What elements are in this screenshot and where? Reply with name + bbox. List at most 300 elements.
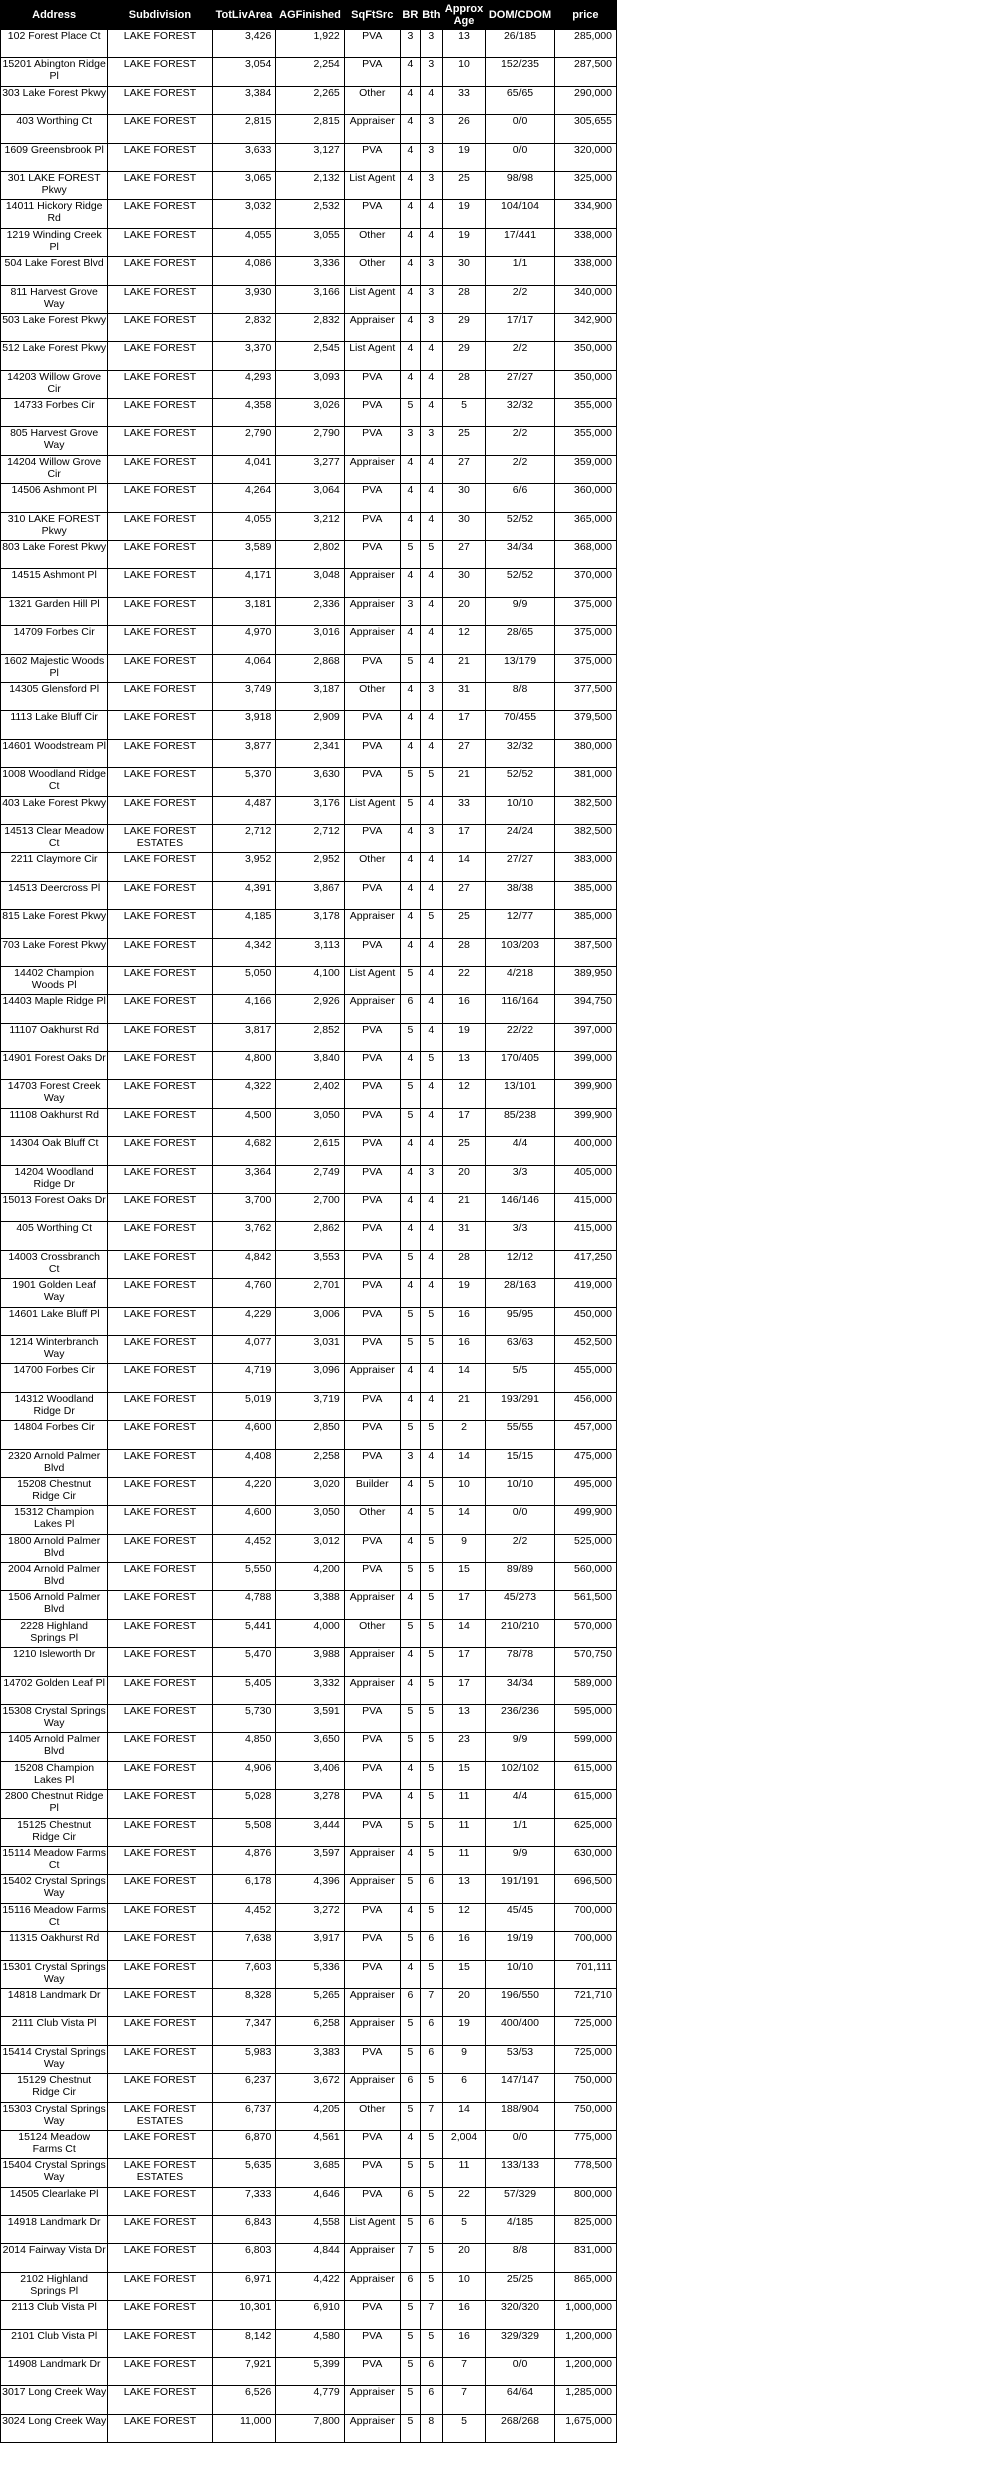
cell-totlivarea: 5,028 <box>212 1790 276 1818</box>
cell-agfinished: 4,000 <box>276 1619 344 1647</box>
cell-br: 5 <box>400 2414 420 2442</box>
cell-address: 14818 Landmark Dr <box>1 1988 108 2016</box>
cell-approx-age: 30 <box>442 512 486 540</box>
cell-price: 570,000 <box>554 1619 616 1647</box>
cell-sqftsrc: PVA <box>344 1932 400 1960</box>
cell-sqftsrc: PVA <box>344 541 400 569</box>
cell-subdivision: LAKE FOREST <box>108 30 212 58</box>
table-row <box>1 626 617 654</box>
table-row <box>1 1591 617 1619</box>
cell-bth: 5 <box>420 541 442 569</box>
cell-approx-age: 17 <box>442 1648 486 1676</box>
cell-subdivision: LAKE FOREST <box>108 1392 212 1420</box>
cell-subdivision: LAKE FOREST <box>108 1960 212 1988</box>
cell-totlivarea: 5,441 <box>212 1619 276 1647</box>
cell-address: 14901 Forest Oaks Dr <box>1 1052 108 1080</box>
table-row <box>1 370 617 398</box>
cell-sqftsrc: PVA <box>344 399 400 427</box>
cell-sqftsrc: PVA <box>344 2358 400 2386</box>
cell-bth: 4 <box>420 200 442 228</box>
header-row <box>1 1 617 30</box>
cell-subdivision: LAKE FOREST <box>108 1250 212 1278</box>
cell-br: 4 <box>400 853 420 881</box>
cell-price: 399,900 <box>554 1108 616 1136</box>
cell-price: 381,000 <box>554 768 616 796</box>
cell-subdivision: LAKE FOREST <box>108 1108 212 1136</box>
cell-sqftsrc: PVA <box>344 824 400 852</box>
cell-address: 3024 Long Creek Way <box>1 2414 108 2442</box>
cell-approx-age: 14 <box>442 2102 486 2130</box>
cell-totlivarea: 4,229 <box>212 1307 276 1335</box>
cell-sqftsrc: PVA <box>344 1563 400 1591</box>
cell-address: 11108 Oakhurst Rd <box>1 1108 108 1136</box>
cell-price: 800,000 <box>554 2187 616 2215</box>
cell-address: 2111 Club Vista Pl <box>1 2017 108 2045</box>
cell-agfinished: 3,026 <box>276 399 344 427</box>
cell-dom-cdom: 4/185 <box>486 2216 554 2244</box>
cell-dom-cdom: 152/235 <box>486 58 554 86</box>
cell-bth: 4 <box>420 370 442 398</box>
table-row <box>1 654 617 682</box>
cell-approx-age: 5 <box>442 399 486 427</box>
cell-address: 14402 Champion Woods Pl <box>1 966 108 994</box>
cell-price: 399,000 <box>554 1052 616 1080</box>
cell-dom-cdom: 0/0 <box>486 143 554 171</box>
cell-dom-cdom: 45/273 <box>486 1591 554 1619</box>
cell-agfinished: 3,187 <box>276 682 344 710</box>
table-row <box>1 853 617 881</box>
cell-subdivision: LAKE FOREST <box>108 115 212 143</box>
cell-price: 320,000 <box>554 143 616 171</box>
cell-price: 615,000 <box>554 1790 616 1818</box>
cell-dom-cdom: 2/2 <box>486 342 554 370</box>
table-row <box>1 2358 617 2386</box>
cell-sqftsrc: PVA <box>344 1449 400 1477</box>
cell-totlivarea: 3,817 <box>212 1023 276 1051</box>
cell-sqftsrc: Appraiser <box>344 2074 400 2102</box>
table-row <box>1 1818 617 1846</box>
cell-agfinished: 3,050 <box>276 1108 344 1136</box>
cell-br: 5 <box>400 1818 420 1846</box>
cell-totlivarea: 3,700 <box>212 1194 276 1222</box>
table-row <box>1 1761 617 1789</box>
cell-price: 1,200,000 <box>554 2358 616 2386</box>
cell-bth: 4 <box>420 86 442 114</box>
cell-agfinished: 2,258 <box>276 1449 344 1477</box>
cell-address: 14312 Woodland Ridge Dr <box>1 1392 108 1420</box>
cell-agfinished: 3,096 <box>276 1364 344 1392</box>
cell-totlivarea: 3,952 <box>212 853 276 881</box>
cell-approx-age: 16 <box>442 2329 486 2357</box>
col-header-sqftsrc: SqFtSrc <box>344 1 400 30</box>
cell-dom-cdom: 8/8 <box>486 682 554 710</box>
cell-price: 360,000 <box>554 484 616 512</box>
cell-dom-cdom: 12/77 <box>486 910 554 938</box>
cell-address: 14003 Crossbranch Ct <box>1 1250 108 1278</box>
cell-dom-cdom: 24/24 <box>486 824 554 852</box>
cell-br: 4 <box>400 1591 420 1619</box>
cell-bth: 3 <box>420 115 442 143</box>
cell-subdivision: LAKE FOREST <box>108 541 212 569</box>
table-row <box>1 399 617 427</box>
cell-subdivision: LAKE FOREST <box>108 853 212 881</box>
cell-approx-age: 25 <box>442 427 486 455</box>
cell-approx-age: 26 <box>442 115 486 143</box>
cell-br: 5 <box>400 1619 420 1647</box>
table-row <box>1 512 617 540</box>
cell-price: 350,000 <box>554 370 616 398</box>
cell-address: 1214 Winterbranch Way <box>1 1335 108 1363</box>
cell-price: 382,500 <box>554 824 616 852</box>
cell-sqftsrc: PVA <box>344 200 400 228</box>
cell-address: 14403 Maple Ridge Pl <box>1 995 108 1023</box>
cell-subdivision: LAKE FOREST <box>108 2301 212 2329</box>
cell-bth: 5 <box>420 2329 442 2357</box>
cell-br: 4 <box>400 370 420 398</box>
cell-price: 415,000 <box>554 1222 616 1250</box>
cell-agfinished: 3,050 <box>276 1506 344 1534</box>
cell-sqftsrc: PVA <box>344 1421 400 1449</box>
cell-agfinished: 3,055 <box>276 228 344 256</box>
cell-subdivision: LAKE FOREST <box>108 1307 212 1335</box>
cell-price: 340,000 <box>554 285 616 313</box>
cell-subdivision: LAKE FOREST <box>108 2244 212 2272</box>
cell-approx-age: 10 <box>442 1477 486 1505</box>
cell-bth: 5 <box>420 2244 442 2272</box>
cell-subdivision: LAKE FOREST <box>108 796 212 824</box>
cell-address: 14601 Woodstream Pl <box>1 739 108 767</box>
cell-address: 403 Lake Forest Pkwy <box>1 796 108 824</box>
cell-price: 305,655 <box>554 115 616 143</box>
cell-bth: 5 <box>420 1648 442 1676</box>
cell-agfinished: 3,064 <box>276 484 344 512</box>
cell-dom-cdom: 8/8 <box>486 2244 554 2272</box>
table-row <box>1 2017 617 2045</box>
cell-agfinished: 2,336 <box>276 597 344 625</box>
cell-price: 365,000 <box>554 512 616 540</box>
col-header-bth: Bth <box>420 1 442 30</box>
cell-totlivarea: 4,487 <box>212 796 276 824</box>
cell-bth: 5 <box>420 1903 442 1931</box>
cell-br: 5 <box>400 1250 420 1278</box>
cell-price: 385,000 <box>554 881 616 909</box>
cell-dom-cdom: 64/64 <box>486 2386 554 2414</box>
cell-approx-age: 17 <box>442 1676 486 1704</box>
cell-dom-cdom: 0/0 <box>486 115 554 143</box>
cell-totlivarea: 2,815 <box>212 115 276 143</box>
cell-br: 4 <box>400 1534 420 1562</box>
cell-totlivarea: 5,635 <box>212 2159 276 2187</box>
cell-dom-cdom: 52/52 <box>486 569 554 597</box>
cell-price: 615,000 <box>554 1761 616 1789</box>
cell-agfinished: 6,910 <box>276 2301 344 2329</box>
cell-agfinished: 2,749 <box>276 1165 344 1193</box>
cell-address: 310 LAKE FOREST Pkwy <box>1 512 108 540</box>
cell-bth: 3 <box>420 1165 442 1193</box>
cell-sqftsrc: PVA <box>344 768 400 796</box>
cell-price: 375,000 <box>554 626 616 654</box>
cell-dom-cdom: 320/320 <box>486 2301 554 2329</box>
cell-address: 14304 Oak Bluff Ct <box>1 1137 108 1165</box>
cell-bth: 5 <box>420 2187 442 2215</box>
cell-agfinished: 3,166 <box>276 285 344 313</box>
cell-subdivision: LAKE FOREST <box>108 2358 212 2386</box>
table-row <box>1 2301 617 2329</box>
cell-br: 5 <box>400 2017 420 2045</box>
cell-price: 370,000 <box>554 569 616 597</box>
cell-approx-age: 31 <box>442 682 486 710</box>
cell-totlivarea: 11,000 <box>212 2414 276 2442</box>
cell-agfinished: 3,383 <box>276 2045 344 2073</box>
cell-approx-age: 25 <box>442 171 486 199</box>
cell-totlivarea: 3,181 <box>212 597 276 625</box>
table-row <box>1 739 617 767</box>
cell-agfinished: 3,597 <box>276 1847 344 1875</box>
cell-dom-cdom: 53/53 <box>486 2045 554 2073</box>
cell-sqftsrc: PVA <box>344 881 400 909</box>
cell-sqftsrc: PVA <box>344 654 400 682</box>
cell-address: 14305 Glensford Pl <box>1 682 108 710</box>
cell-br: 4 <box>400 1847 420 1875</box>
cell-bth: 5 <box>420 2074 442 2102</box>
cell-subdivision: LAKE FOREST <box>108 1023 212 1051</box>
table-row <box>1 597 617 625</box>
cell-br: 4 <box>400 484 420 512</box>
cell-price: 561,500 <box>554 1591 616 1619</box>
cell-dom-cdom: 2/2 <box>486 1534 554 1562</box>
table-row <box>1 228 617 256</box>
cell-br: 5 <box>400 2329 420 2357</box>
cell-price: 778,500 <box>554 2159 616 2187</box>
cell-bth: 4 <box>420 966 442 994</box>
cell-address: 301 LAKE FOREST Pkwy <box>1 171 108 199</box>
table-row <box>1 2329 617 2357</box>
cell-bth: 5 <box>420 1847 442 1875</box>
cell-bth: 5 <box>420 1960 442 1988</box>
cell-price: 625,000 <box>554 1818 616 1846</box>
cell-agfinished: 2,700 <box>276 1194 344 1222</box>
cell-subdivision: LAKE FOREST <box>108 342 212 370</box>
cell-bth: 3 <box>420 824 442 852</box>
cell-address: 14203 Willow Grove Cir <box>1 370 108 398</box>
cell-dom-cdom: 0/0 <box>486 2130 554 2158</box>
cell-subdivision: LAKE FOREST <box>108 1421 212 1449</box>
cell-br: 4 <box>400 512 420 540</box>
cell-address: 815 Lake Forest Pkwy <box>1 910 108 938</box>
cell-address: 15125 Chestnut Ridge Cir <box>1 1818 108 1846</box>
cell-sqftsrc: PVA <box>344 1534 400 1562</box>
cell-bth: 4 <box>420 1108 442 1136</box>
cell-sqftsrc: PVA <box>344 512 400 540</box>
cell-agfinished: 3,917 <box>276 1932 344 1960</box>
cell-sqftsrc: PVA <box>344 1165 400 1193</box>
cell-agfinished: 4,561 <box>276 2130 344 2158</box>
cell-br: 5 <box>400 1932 420 1960</box>
cell-approx-age: 11 <box>442 1790 486 1818</box>
cell-totlivarea: 3,877 <box>212 739 276 767</box>
cell-agfinished: 2,926 <box>276 995 344 1023</box>
cell-subdivision: LAKE FOREST <box>108 1137 212 1165</box>
cell-bth: 5 <box>420 2272 442 2300</box>
cell-subdivision: LAKE FOREST <box>108 1534 212 1562</box>
cell-approx-age: 17 <box>442 1591 486 1619</box>
cell-dom-cdom: 45/45 <box>486 1903 554 1931</box>
col-header-approx-age: Approx Age <box>442 1 486 30</box>
cell-br: 4 <box>400 1279 420 1307</box>
cell-totlivarea: 7,921 <box>212 2358 276 2386</box>
cell-address: 1405 Arnold Palmer Blvd <box>1 1733 108 1761</box>
cell-totlivarea: 8,142 <box>212 2329 276 2357</box>
cell-bth: 6 <box>420 2386 442 2414</box>
cell-br: 4 <box>400 1506 420 1534</box>
cell-address: 303 Lake Forest Pkwy <box>1 86 108 114</box>
cell-address: 15414 Crystal Springs Way <box>1 2045 108 2073</box>
cell-br: 5 <box>400 1421 420 1449</box>
cell-approx-age: 29 <box>442 313 486 341</box>
cell-br: 5 <box>400 768 420 796</box>
cell-agfinished: 2,532 <box>276 200 344 228</box>
cell-totlivarea: 3,364 <box>212 1165 276 1193</box>
cell-bth: 5 <box>420 1477 442 1505</box>
cell-address: 14505 Clearlake Pl <box>1 2187 108 2215</box>
cell-totlivarea: 4,166 <box>212 995 276 1023</box>
cell-price: 379,500 <box>554 711 616 739</box>
cell-bth: 5 <box>420 1307 442 1335</box>
cell-approx-age: 17 <box>442 711 486 739</box>
cell-sqftsrc: Appraiser <box>344 1988 400 2016</box>
cell-totlivarea: 3,633 <box>212 143 276 171</box>
cell-br: 4 <box>400 1194 420 1222</box>
cell-price: 368,000 <box>554 541 616 569</box>
table-row <box>1 2102 617 2130</box>
cell-approx-age: 23 <box>442 1733 486 1761</box>
cell-address: 15402 Crystal Springs Way <box>1 1875 108 1903</box>
table-row <box>1 2045 617 2073</box>
cell-br: 5 <box>400 796 420 824</box>
cell-subdivision: LAKE FOREST <box>108 1165 212 1193</box>
cell-dom-cdom: 28/163 <box>486 1279 554 1307</box>
cell-agfinished: 4,646 <box>276 2187 344 2215</box>
cell-bth: 6 <box>420 1932 442 1960</box>
cell-bth: 3 <box>420 313 442 341</box>
cell-dom-cdom: 193/291 <box>486 1392 554 1420</box>
cell-agfinished: 4,779 <box>276 2386 344 2414</box>
cell-br: 6 <box>400 2272 420 2300</box>
cell-bth: 5 <box>420 1676 442 1704</box>
cell-bth: 4 <box>420 1250 442 1278</box>
cell-subdivision: LAKE FOREST <box>108 1733 212 1761</box>
cell-br: 5 <box>400 1080 420 1108</box>
cell-dom-cdom: 2/2 <box>486 427 554 455</box>
col-header-price: price <box>554 1 616 30</box>
cell-totlivarea: 4,719 <box>212 1364 276 1392</box>
cell-dom-cdom: 34/34 <box>486 1676 554 1704</box>
cell-agfinished: 3,113 <box>276 938 344 966</box>
cell-approx-age: 30 <box>442 484 486 512</box>
cell-address: 15201 Abington Ridge Pl <box>1 58 108 86</box>
cell-subdivision: LAKE FOREST <box>108 995 212 1023</box>
cell-sqftsrc: Appraiser <box>344 910 400 938</box>
cell-approx-age: 21 <box>442 1392 486 1420</box>
cell-subdivision: LAKE FOREST <box>108 1194 212 1222</box>
cell-approx-age: 20 <box>442 1165 486 1193</box>
cell-br: 7 <box>400 2244 420 2272</box>
table-row <box>1 1648 617 1676</box>
cell-price: 377,500 <box>554 682 616 710</box>
cell-approx-age: 16 <box>442 1932 486 1960</box>
cell-agfinished: 2,850 <box>276 1421 344 1449</box>
cell-sqftsrc: PVA <box>344 1903 400 1931</box>
cell-dom-cdom: 89/89 <box>486 1563 554 1591</box>
cell-bth: 6 <box>420 1875 442 1903</box>
cell-approx-age: 5 <box>442 2216 486 2244</box>
cell-br: 3 <box>400 30 420 58</box>
cell-approx-age: 19 <box>442 1023 486 1051</box>
cell-agfinished: 3,127 <box>276 143 344 171</box>
cell-dom-cdom: 236/236 <box>486 1705 554 1733</box>
cell-totlivarea: 4,055 <box>212 512 276 540</box>
cell-totlivarea: 4,041 <box>212 455 276 483</box>
cell-price: 405,000 <box>554 1165 616 1193</box>
cell-address: 15301 Crystal Springs Way <box>1 1960 108 1988</box>
cell-approx-age: 10 <box>442 2272 486 2300</box>
table-row <box>1 1960 617 1988</box>
cell-subdivision: LAKE FOREST <box>108 455 212 483</box>
cell-subdivision: LAKE FOREST <box>108 257 212 285</box>
cell-bth: 5 <box>420 1563 442 1591</box>
cell-dom-cdom: 78/78 <box>486 1648 554 1676</box>
cell-br: 4 <box>400 1165 420 1193</box>
cell-totlivarea: 10,301 <box>212 2301 276 2329</box>
table-row <box>1 2130 617 2158</box>
cell-approx-age: 11 <box>442 2159 486 2187</box>
cell-dom-cdom: 4/4 <box>486 1137 554 1165</box>
cell-totlivarea: 5,983 <box>212 2045 276 2073</box>
cell-address: 703 Lake Forest Pkwy <box>1 938 108 966</box>
cell-price: 383,000 <box>554 853 616 881</box>
cell-approx-age: 9 <box>442 2045 486 2073</box>
cell-totlivarea: 3,370 <box>212 342 276 370</box>
cell-br: 5 <box>400 1108 420 1136</box>
cell-approx-age: 19 <box>442 228 486 256</box>
cell-subdivision: LAKE FOREST <box>108 2414 212 2442</box>
table-row <box>1 1733 617 1761</box>
cell-br: 4 <box>400 881 420 909</box>
cell-address: 1219 Winding Creek Pl <box>1 228 108 256</box>
cell-bth: 5 <box>420 2130 442 2158</box>
cell-agfinished: 2,952 <box>276 853 344 881</box>
cell-sqftsrc: PVA <box>344 1137 400 1165</box>
cell-price: 355,000 <box>554 427 616 455</box>
cell-dom-cdom: 52/52 <box>486 768 554 796</box>
table-row <box>1 342 617 370</box>
cell-agfinished: 3,672 <box>276 2074 344 2102</box>
table-row <box>1 2216 617 2244</box>
cell-price: 450,000 <box>554 1307 616 1335</box>
table-row <box>1 881 617 909</box>
cell-bth: 4 <box>420 484 442 512</box>
cell-br: 4 <box>400 938 420 966</box>
cell-approx-age: 5 <box>442 2414 486 2442</box>
cell-br: 4 <box>400 1392 420 1420</box>
cell-price: 456,000 <box>554 1392 616 1420</box>
cell-agfinished: 3,444 <box>276 1818 344 1846</box>
cell-dom-cdom: 103/203 <box>486 938 554 966</box>
cell-br: 4 <box>400 115 420 143</box>
cell-subdivision: LAKE FOREST <box>108 2017 212 2045</box>
cell-address: 2004 Arnold Palmer Blvd <box>1 1563 108 1591</box>
cell-price: 397,000 <box>554 1023 616 1051</box>
